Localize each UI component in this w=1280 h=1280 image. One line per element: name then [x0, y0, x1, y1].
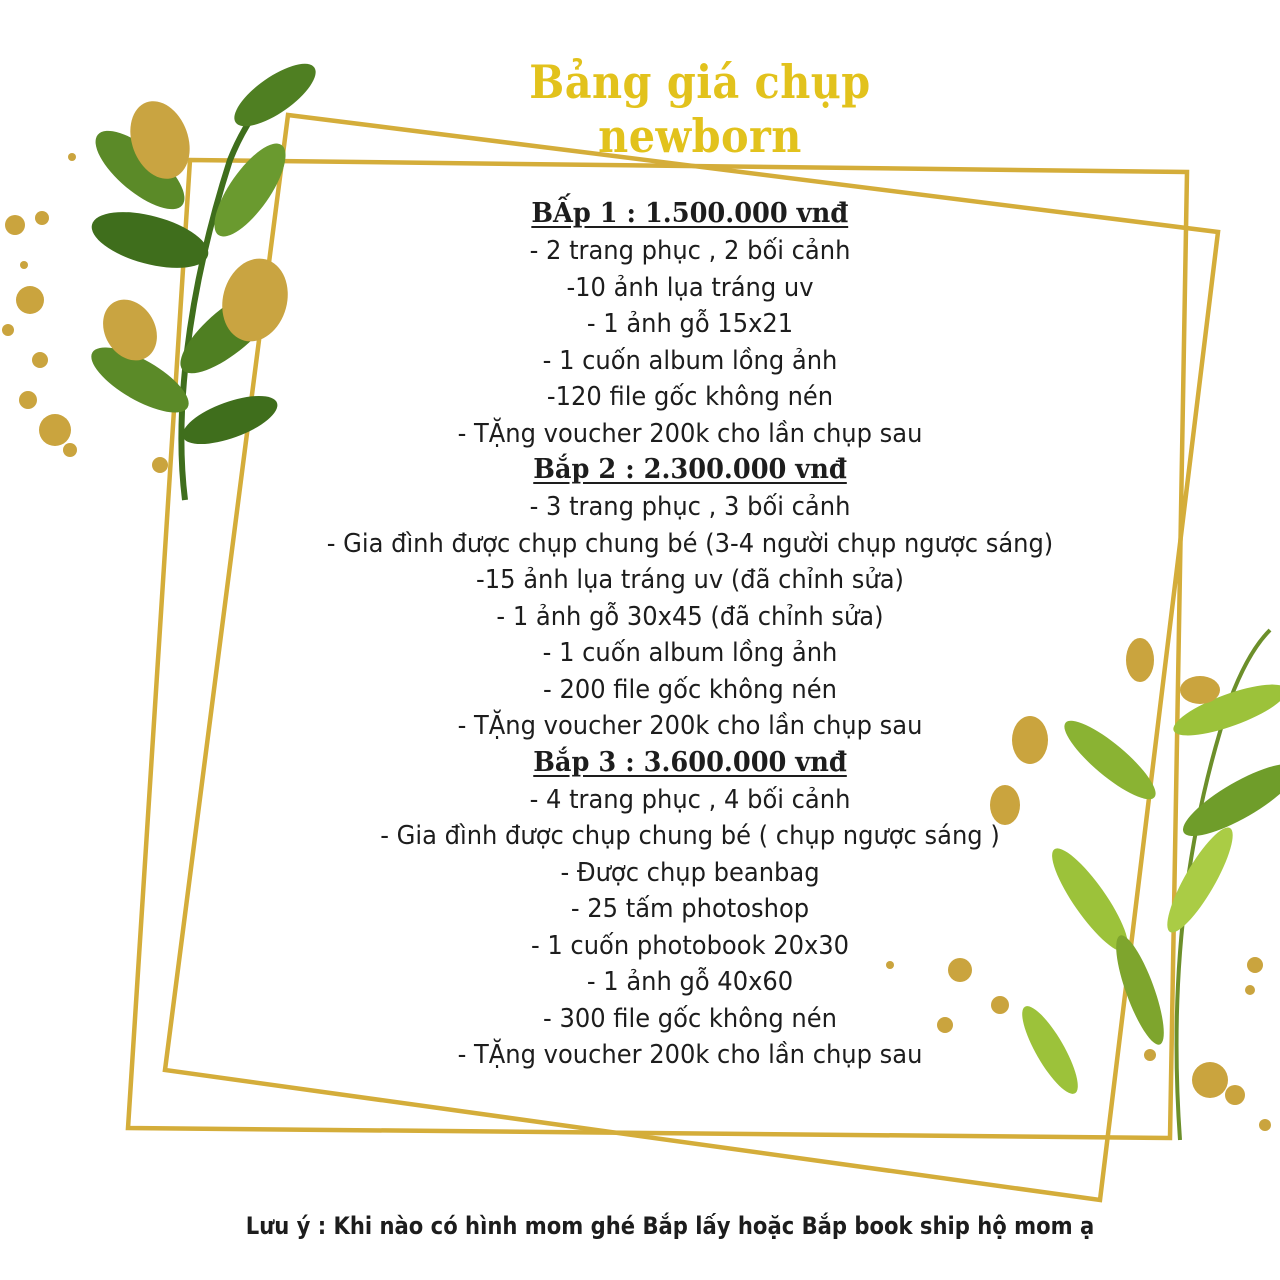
package-3: [210, 745, 1170, 1074]
package-heading: Bắp 3 : 3.600.000 vnđ: [533, 746, 847, 778]
page-title: Bảng giá chụp newborn: [529, 55, 871, 163]
package-2: [210, 452, 1170, 745]
package-heading: Bắp 2 : 2.300.000 vnđ: [533, 454, 847, 485]
package-1: [210, 196, 1170, 452]
package-item: - 200 file gốc không nén: [543, 674, 837, 705]
package-item: - Được chụp beanbag: [560, 857, 820, 888]
package-item: - 4 trang phục , 4 bối cảnh: [529, 784, 851, 815]
package-item: -120 file gốc không nén: [546, 382, 834, 412]
package-item: -10 ảnh lụa tráng uv: [566, 272, 814, 303]
package-item: - 2 trang phục , 2 bối cảnh: [529, 236, 851, 266]
package-item: - TẶng voucher 200k cho lần chụp sau: [457, 1040, 923, 1070]
package-item: - 1 ảnh gỗ 30x45 (đã chỉnh sửa): [496, 601, 884, 632]
price-list: [210, 196, 1170, 1074]
package-item: - 300 file gốc không nén: [543, 1003, 837, 1034]
package-item: - Gia đình được chụp chung bé ( chụp ngược sáng ): [380, 821, 1000, 851]
package-item: - 1 cuốn album lồng ảnh: [542, 345, 838, 376]
package-item: - 25 tấm photoshop: [570, 894, 810, 924]
package-heading: BẤp 1 : 1.500.000 vnđ: [531, 198, 849, 229]
package-item: - TẶng voucher 200k cho lần chụp sau: [457, 711, 923, 741]
package-item: - TẶng voucher 200k cho lần chụp sau: [457, 418, 923, 449]
footer-note: Lưu ý : Khi nào có hình mom ghé Bắp lấy hoặc Bắp book ship hộ mom ạ: [245, 1212, 1095, 1240]
package-item: - 1 ảnh gỗ 40x60: [586, 967, 794, 997]
package-item: - 1 cuốn photobook 20x30: [530, 930, 850, 961]
package-item: -15 ảnh lụa tráng uv (đã chỉnh sửa): [476, 565, 904, 595]
package-item: - 3 trang phục , 3 bối cảnh: [529, 492, 851, 522]
package-item: - Gia đình được chụp chung bé (3-4 người chụp ngược sáng): [326, 528, 1054, 559]
package-item: - 1 ảnh gỗ 15x21: [586, 309, 794, 339]
package-item: - 1 cuốn album lồng ảnh: [542, 638, 838, 668]
